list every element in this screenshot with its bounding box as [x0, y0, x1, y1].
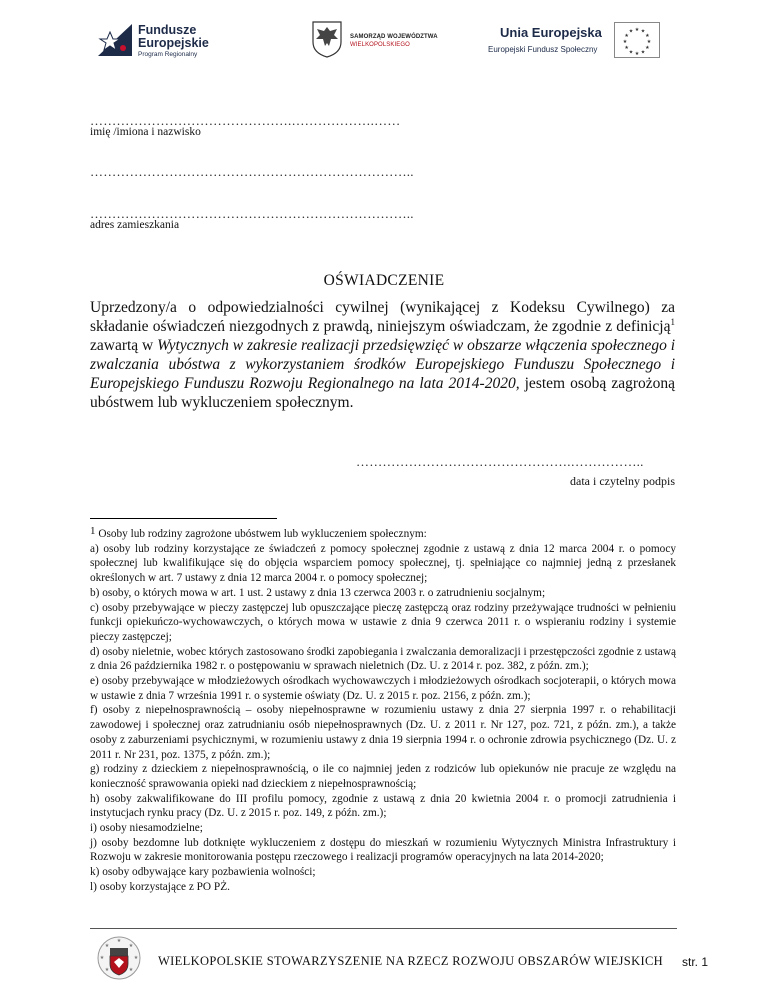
- svg-text:★: ★: [128, 967, 134, 973]
- footnote-item: f) osoby z niepełnosprawnością – osoby niepełnosprawne w rozumieniu ustawy z dnia 27 sierpnia 1997 r. o rehabilitacji zawodowej i społecznej oraz zatrudnianiu osób niepełnosprawnych (Dz. U. z 2011 r. Nr 127, poz. 721, z późn. zm.), a także osoby z zaburzeniami psychicznymi, w rozumieniu ustawy z dnia 19 sierpnia 1994 r. o ochronie zdrowia psychicznego (Dz. U. z 2011 r. Nr 231, poz. 1375, z późn. zm.);: [90, 704, 676, 761]
- eu-logo-line2: Europejski Fundusz Społeczny: [488, 45, 598, 54]
- footer-divider: [90, 928, 677, 929]
- svg-text:★: ★: [645, 33, 650, 39]
- svg-text:★: ★: [640, 28, 646, 35]
- svg-text:★: ★: [99, 955, 105, 961]
- samorzad-wojewodztwa-logo: [310, 20, 450, 60]
- signature-label: data i czytelny podpis: [570, 474, 675, 488]
- svg-text:★: ★: [622, 39, 628, 45]
- svg-text:★: ★: [640, 49, 646, 56]
- footnote-item: d) osoby nieletnie, wobec których zastosowano środki zapobiegania i zwalczania demoralizacji i przestępczości zgodnie z ustawą z dnia 26 października 1982 r. o postępowaniu w sprawach nieletnich (Dz. U. z 2014 r. poz. 382, z późn. zm.);: [90, 645, 676, 673]
- svg-text:★: ★: [645, 45, 650, 51]
- svg-text:★: ★: [104, 967, 110, 973]
- region-logo-line1: SAMORZĄD WOJEWÓDZTWA: [350, 34, 438, 40]
- address-label: adres zamieszkania: [90, 219, 180, 231]
- fe-logo-line2: Europejskie: [138, 36, 209, 50]
- footnotes: [90, 527, 676, 895]
- guidelines-title: Wytycznych w zakresie realizacji przedsięwzięć w obszarze włączenia społecznego i zwalczania ubóstwa z wykorzystaniem środków Europejskiego Funduszu Społecznego i Europejskiego Funduszu Rozwoju Regionalnego na lata 2014-2020,: [90, 337, 676, 392]
- footnote-mark: 1: [90, 525, 96, 537]
- footnote-item: k) osoby odbywające kary pozbawienia wolności;: [90, 866, 316, 879]
- footnote-item: g) rodziny z dzieckiem z niepełnosprawnością, o ile co najmniej jeden z rodziców lub opiekunów nie pracuje ze względu na konieczność sprawowania opieki nad dzieckiem z niepełnosprawnością;: [90, 763, 676, 790]
- svg-text:★: ★: [128, 943, 134, 949]
- footnote-item: e) osoby przebywające w młodzieżowych ośrodkach wychowawczych i młodzieżowych ośrodkach socjoterapii, o których mowa w ustawie z dnia 7 września 1991 r. o systemie oświaty (Dz. U. z 2015 r. poz. 2156, z późn. zm.);: [90, 675, 676, 702]
- declaration-text: [90, 298, 675, 412]
- unia-europejska-logo: [488, 18, 668, 62]
- footnote-intro: [90, 527, 676, 542]
- svg-text:★: ★: [133, 955, 139, 961]
- declaration-text-part3: jestem osobą zagrożoną ubóstwem lub wykluczeniem społecznym.: [90, 375, 676, 411]
- declaration-text-part1: Uprzedzony/a o odpowiedzialności cywilnej (wynikającej z Kodeksu Cywilnego) za składanie oświadczeń niezgodnych z prawdą, niniejszym oświadczam, że zgodnie z definicją: [90, 299, 675, 335]
- association-logo-icon: [96, 934, 142, 982]
- footnote-item: i) osoby niesamodzielne;: [90, 822, 203, 835]
- fe-logo-line3: Program Regionalny: [138, 51, 198, 58]
- address-field-line-2[interactable]: ………………………………………………………………..: [90, 206, 414, 221]
- footnote-item: c) osoby przebywające w pieczy zastępczej lub opuszczające pieczę zastępczą oraz rodziny przeżywające trudności w pełnieniu funkcji opiekuńczo-wychowawczych, o których mowa w ustawie z dnia 9 czerwca 2011 r. o wspieraniu rodziny i systemie pieczy zastępczej;: [90, 601, 676, 643]
- declaration-title: OŚWIADCZENIE: [323, 272, 445, 289]
- eu-flag-icon: [614, 22, 660, 58]
- svg-text:★: ★: [634, 27, 640, 33]
- address-field-line-1[interactable]: ………………………………………………………………..: [90, 164, 414, 179]
- name-field-line[interactable]: ……………………………………….……………….……: [90, 113, 401, 128]
- fundusze-europejskie-logo: [96, 18, 226, 62]
- fe-logo-line1: Fundusze: [138, 23, 197, 37]
- svg-text:★: ★: [104, 943, 110, 949]
- signature-line[interactable]: ………………………………………….……………..: [356, 454, 644, 469]
- svg-text:★: ★: [634, 51, 640, 57]
- svg-text:★: ★: [646, 39, 652, 45]
- footnote-item: a) osoby lub rodziny korzystające ze świadczeń z pomocy społecznej zgodnie z ustawą z dnia 12 marca 2004 r. o pomocy społecznej lub kwalifikujące się do objęcia wsparciem pomocy społecznej, tj. spełniające co najmniej jedną z przesłanek określonych w art. 7 ustawy z dnia 12 marca 2004 r. o pomocy społecznej;: [90, 542, 676, 585]
- footnote-item: b) osoby, o których mowa w art. 1 ust. 2 ustawy z dnia 13 czerwca 2003 r. o zatrudnieniu socjalnym;: [90, 586, 546, 599]
- svg-text:★: ★: [628, 49, 634, 56]
- footnote-item: h) osoby zakwalifikowane do III profilu pomocy, zgodnie z ustawą z dnia 20 kwietnia 2004 r. o promocji zatrudnienia i instytucjach rynku pracy (Dz. U. z 2015 r. poz. 149, z późn. zm.);: [90, 792, 676, 820]
- page-number: str. 1: [682, 955, 709, 969]
- footnote-item: l) osoby korzystające z PO PŻ.: [90, 880, 230, 893]
- footnote-divider: [90, 518, 277, 519]
- footnote-intro-text: Osoby lub rodziny zagrożone ubóstwem lub wykluczeniem społecznym:: [95, 528, 427, 540]
- footnote-item: j) osoby bezdomne lub dotknięte wykluczeniem z dostępu do mieszkań w rozumieniu Wytycznych Ministra Infrastruktury i Rozwoju w zakresie monitorowania postępu rzeczowego i realizacji programów operacyjnych na lata 2014-2020;: [90, 836, 676, 864]
- svg-text:★: ★: [628, 28, 634, 35]
- declaration-text-part2: zawartą w: [90, 337, 158, 354]
- footer-organization: WIELKOPOLSKIE STOWARZYSZENIE NA RZECZ ROZWOJU OBSZARÓW WIEJSKICH: [158, 954, 664, 968]
- svg-text:★: ★: [624, 45, 629, 51]
- eagle-crest-icon: [310, 20, 344, 58]
- name-label: imię /imiona i nazwisko: [90, 126, 201, 138]
- fe-star-icon: [96, 22, 134, 58]
- region-logo-line2: WIELKOPOLSKIEGO: [350, 42, 410, 48]
- svg-text:★: ★: [116, 938, 122, 944]
- eu-logo-line1: Unia Europejska: [500, 25, 602, 40]
- svg-text:★: ★: [624, 33, 629, 39]
- footnote-ref: 1: [670, 316, 675, 327]
